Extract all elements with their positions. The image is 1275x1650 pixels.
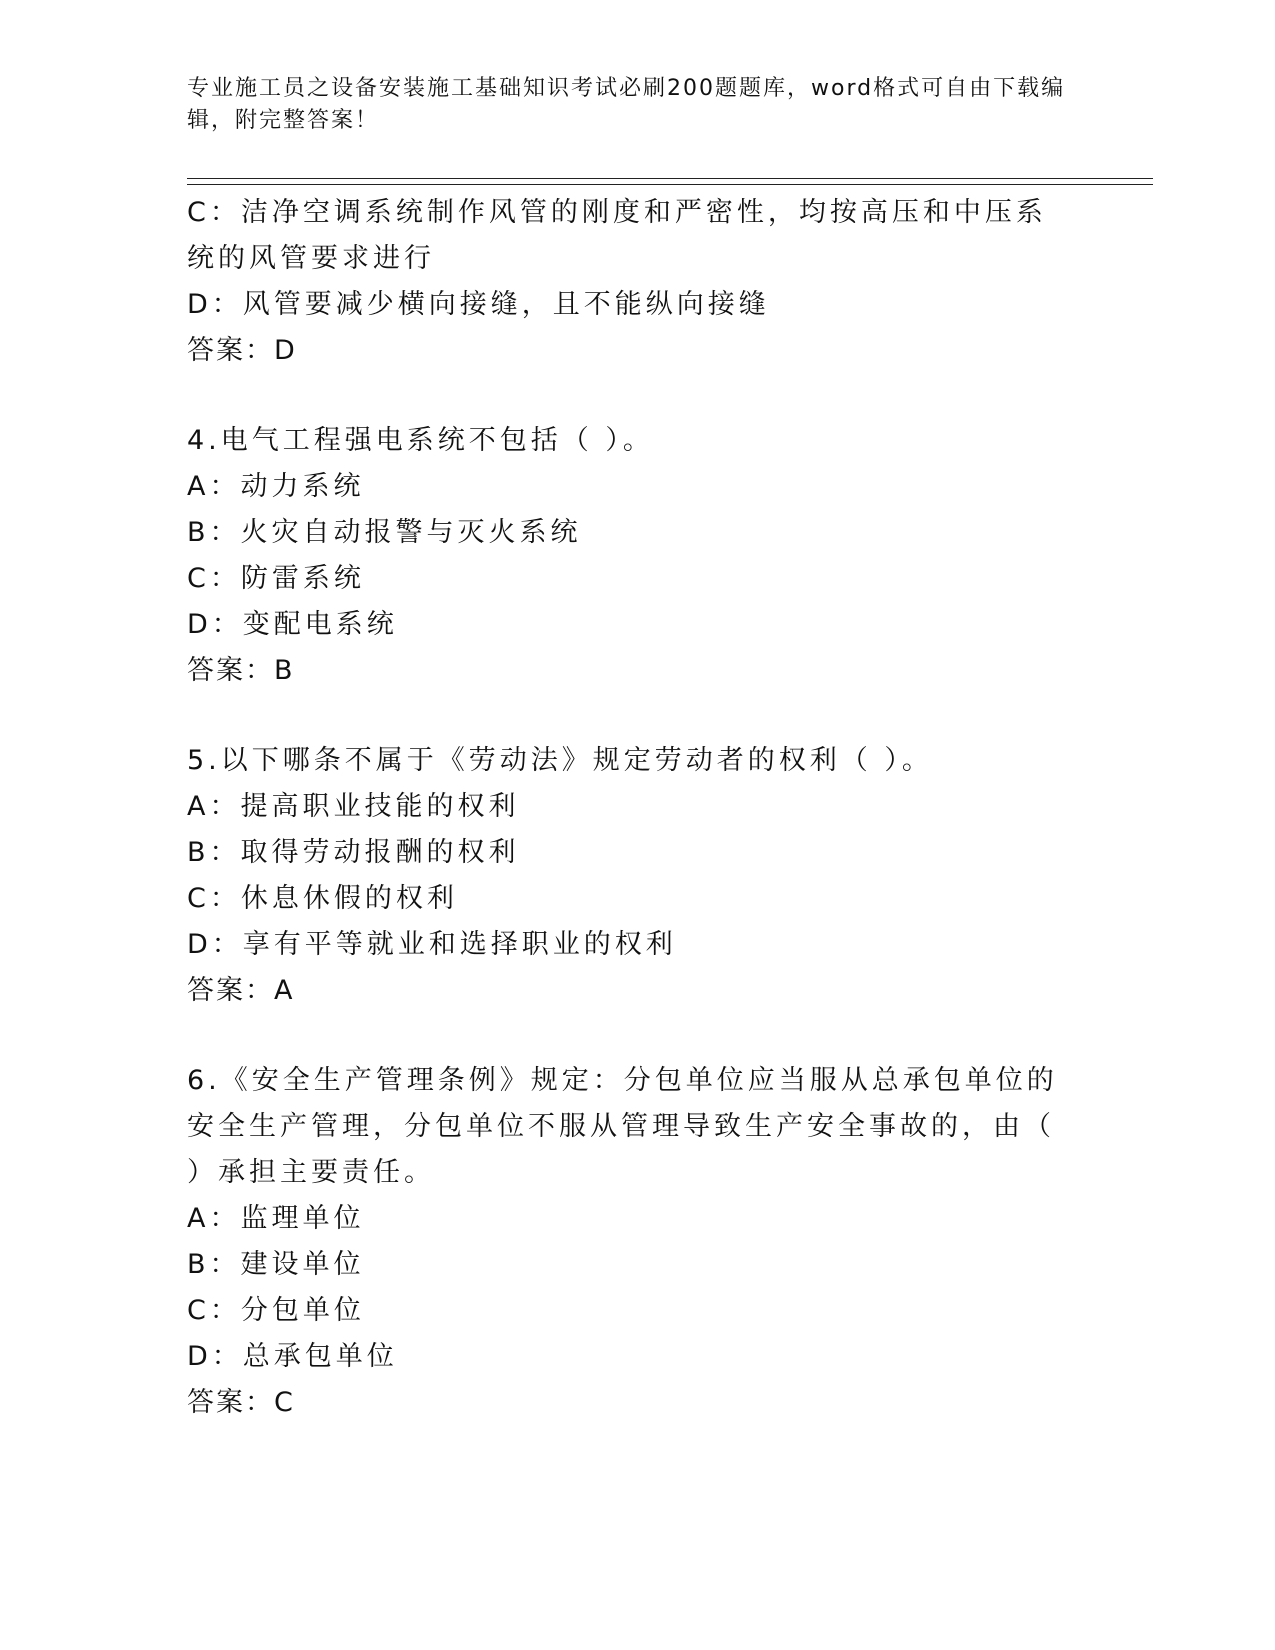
spacer xyxy=(187,1014,1077,1058)
option-b: B：建设单位 xyxy=(187,1249,365,1280)
option-a: A：动力系统 xyxy=(187,471,365,502)
option-b: B：取得劳动报酬的权利 xyxy=(187,837,520,868)
header-rule-top xyxy=(187,178,1153,179)
option-d: D：总承包单位 xyxy=(187,1341,398,1372)
option-c: C：防雷系统 xyxy=(187,563,365,594)
answer-line: 答案：C xyxy=(187,1387,295,1418)
option-c: C：洁净空调系统制作风管的刚度和严密性，均按高压和中压系统的风管要求进行 xyxy=(187,197,1047,274)
answer-line: 答案：A xyxy=(187,975,295,1006)
question-stem: 6.《安全生产管理条例》规定：分包单位应当服从总承包单位的安全生产管理，分包单位不服从管理导致生产安全事故的，由（ ）承担主要责任。 xyxy=(187,1065,1058,1188)
option-d: D：风管要减少横向接缝，且不能纵向接缝 xyxy=(187,289,770,320)
question-list xyxy=(187,190,1077,1426)
header-rule-bottom xyxy=(187,184,1153,185)
answer-line: 答案：D xyxy=(187,335,297,366)
question-4 xyxy=(187,418,1077,694)
question-6 xyxy=(187,1058,1077,1426)
option-a: A：提高职业技能的权利 xyxy=(187,791,520,822)
option-d: D：变配电系统 xyxy=(187,609,398,640)
question-fragment xyxy=(187,190,1077,374)
option-c: C：休息休假的权利 xyxy=(187,883,458,914)
question-5 xyxy=(187,738,1077,1014)
option-a: A：监理单位 xyxy=(187,1203,365,1234)
spacer xyxy=(187,694,1077,738)
spacer xyxy=(187,374,1077,418)
question-stem: 5.以下哪条不属于《劳动法》规定劳动者的权利（ ）。 xyxy=(187,745,933,776)
option-b: B：火灾自动报警与灭火系统 xyxy=(187,517,582,548)
answer-line: 答案：B xyxy=(187,655,295,686)
document-header: 专业施工员之设备安装施工基础知识考试必刷200题题库，word格式可自由下载编辑，附完整答案！ xyxy=(187,76,1066,133)
option-c: C：分包单位 xyxy=(187,1295,365,1326)
option-d: D：享有平等就业和选择职业的权利 xyxy=(187,929,677,960)
question-stem: 4.电气工程强电系统不包括（ ）。 xyxy=(187,425,654,456)
